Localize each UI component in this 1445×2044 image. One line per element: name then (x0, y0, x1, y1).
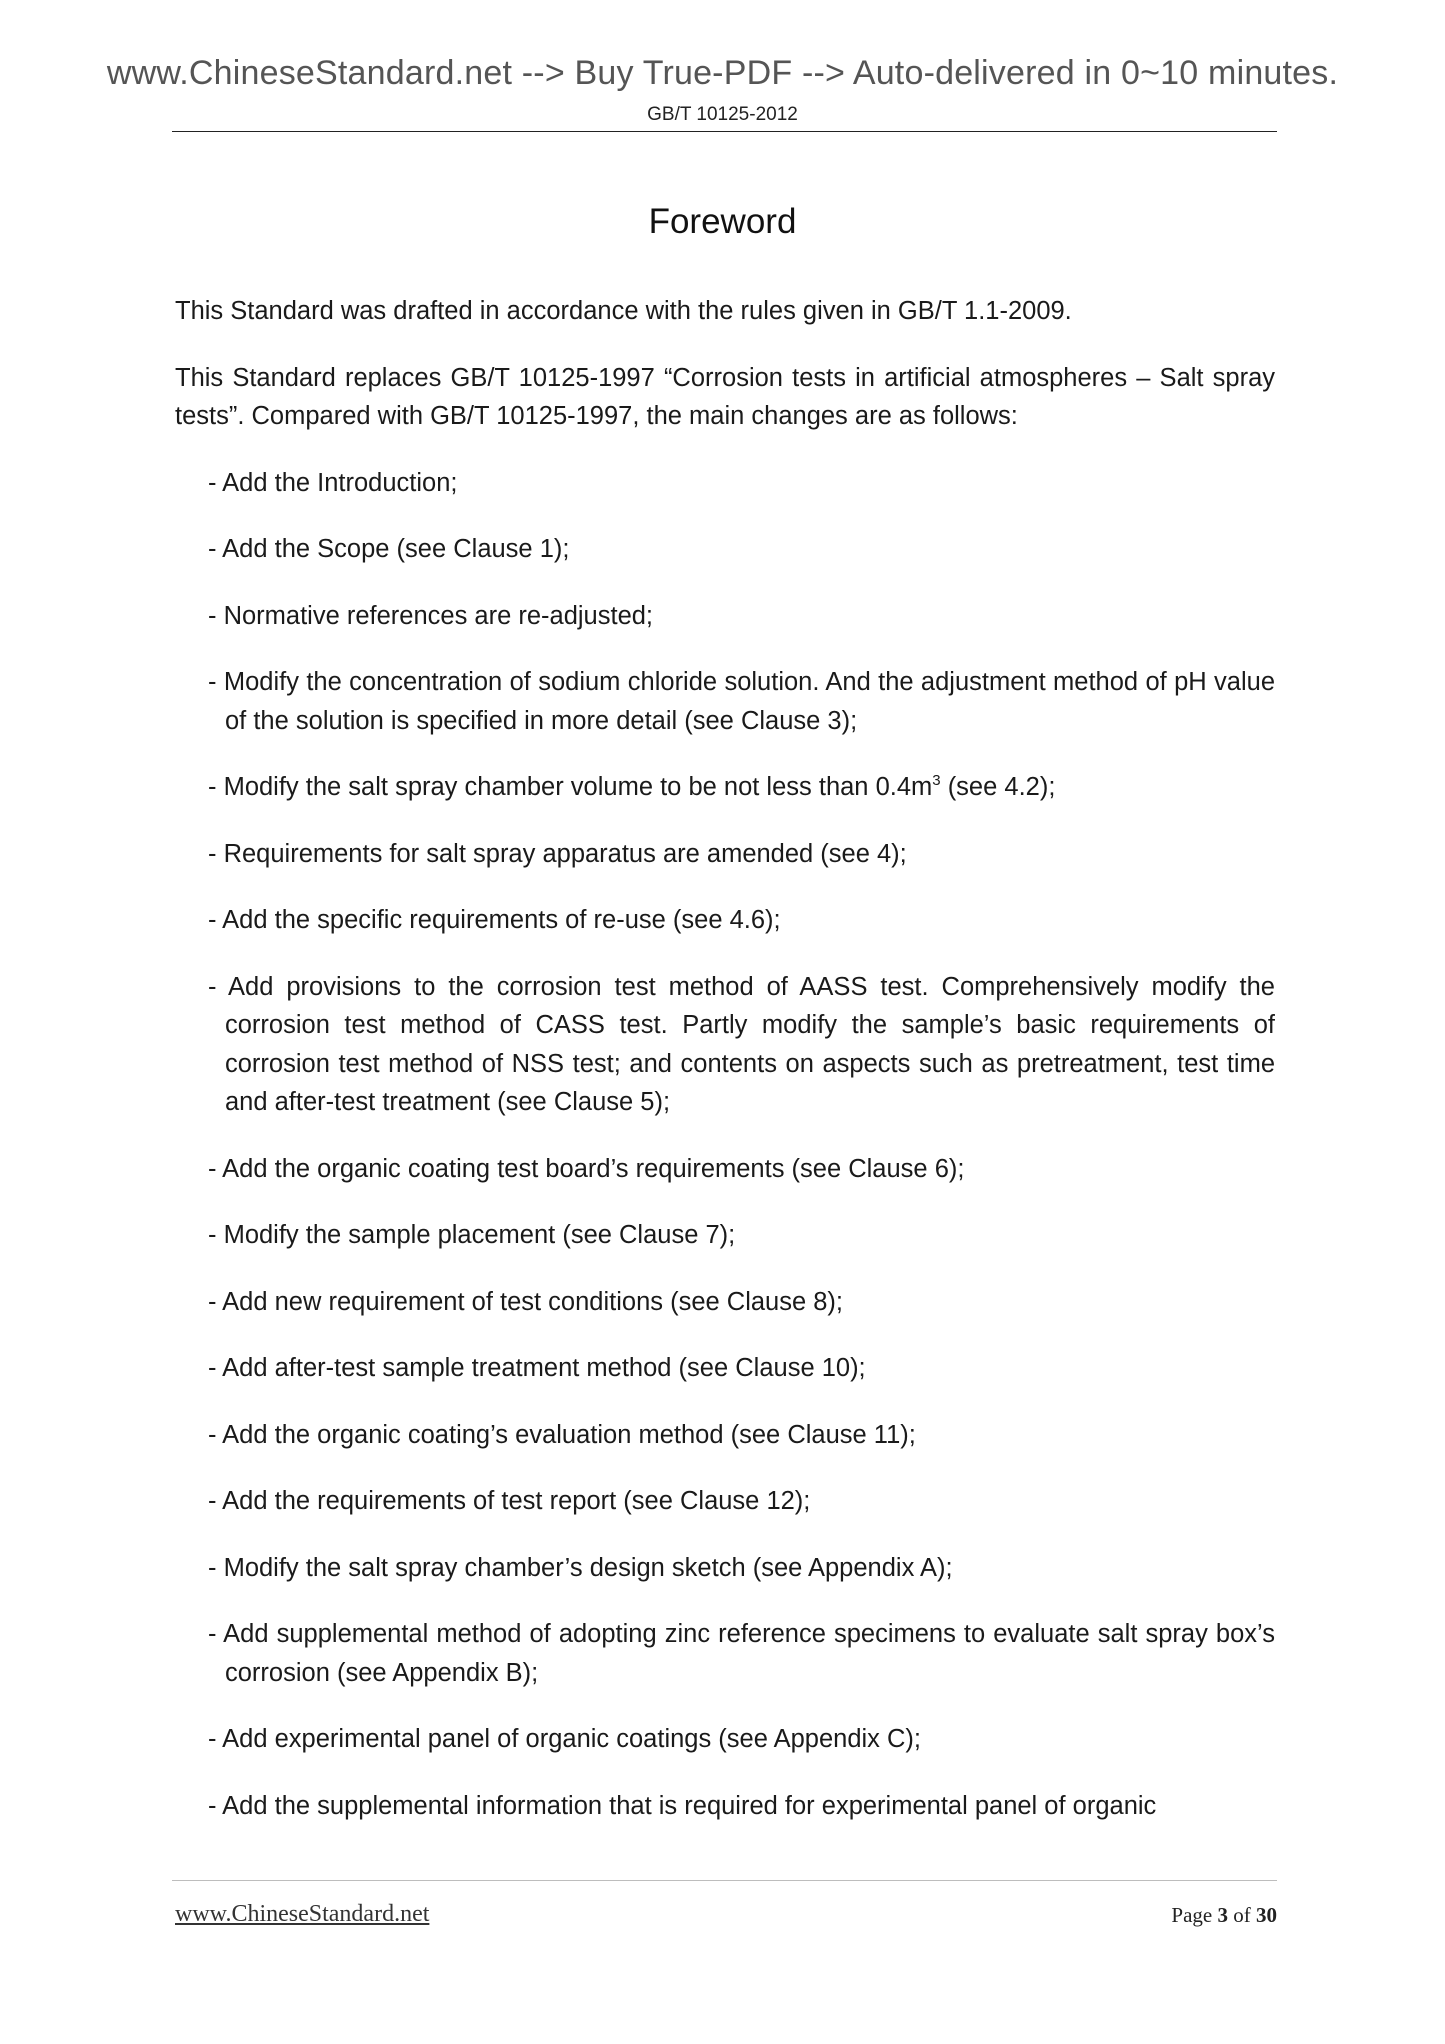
drafting-paragraph: This Standard was drafted in accordance with the rules given in GB/T 1.1-2009. (175, 297, 1072, 325)
list-item: - Add the Scope (see Clause 1); (208, 535, 570, 563)
list-item: - Modify the sample placement (see Clause 7); (208, 1221, 736, 1249)
changes-list (175, 464, 1275, 1826)
foreword-body (175, 292, 1275, 1853)
list-item: - Requirements for salt spray apparatus are amended (see 4); (208, 839, 907, 868)
list-item: - Add the specific requirements of re-use (see 4.6); (208, 906, 781, 934)
footer-site-link[interactable]: www.ChineseStandard.net (175, 1901, 430, 1927)
list-item: - Add after-test sample treatment method (see Clause 10); (208, 1354, 866, 1382)
volume-suffix: (see 4.2); (940, 773, 1056, 801)
list-item: - Modify the salt spray chamber’s design sketch (see Appendix A); (208, 1553, 953, 1582)
list-item: - Normative references are re-adjusted; (208, 601, 654, 630)
list-item: - Add the organic coating’s evaluation method (see Clause 11); (208, 1420, 916, 1449)
standard-code: GB/T 10125-2012 (647, 104, 798, 125)
list-item: - Add supplemental method of adopting zinc reference specimens to evaluate salt spray box’s corrosion (see Appendix B); (208, 1620, 1275, 1687)
list-item: - Add provisions to the corrosion test method of AASS test. Comprehensively modify the corrosion test method of CASS test. Partly modify the sample’s basic requirements of corrosion test method of NSS test; and contents on aspects such as pretreatment, test time and after-test treatment (see Clause 5); (208, 972, 1275, 1116)
list-item: - Add the supplemental information that is required for experimental panel of organic (208, 1791, 1157, 1820)
page-number: 3 (1217, 1903, 1228, 1927)
list-item: - Add the requirements of test report (see Clause 12); (208, 1487, 811, 1515)
list-item-volume (208, 768, 1275, 807)
volume-prefix: - Modify the salt spray chamber volume to be not less than 0.4m (208, 773, 933, 801)
page-word: Page (1171, 1903, 1213, 1927)
replacement-paragraph: This Standard replaces GB/T 10125-1997 “Corrosion tests in artificial atmospheres – Salt spray tests”. Compared with GB/T 10125-1997, the main changes are as follows: (175, 363, 1275, 430)
page-indicator (1171, 1903, 1277, 1928)
list-item: - Add the Introduction; (208, 468, 458, 497)
total-pages: 30 (1256, 1903, 1277, 1927)
page-title: Foreword (648, 202, 797, 241)
of-word: of (1233, 1903, 1251, 1927)
list-item: - Modify the concentration of sodium chloride solution. And the adjustment method of pH value of the solution is specified in more detail (see Clause 3); (208, 668, 1275, 735)
list-item: - Add new requirement of test conditions (see Clause 8); (208, 1287, 843, 1316)
footer-divider (172, 1880, 1277, 1881)
header-divider (172, 131, 1277, 132)
list-item: - Add experimental panel of organic coatings (see Appendix C); (208, 1725, 922, 1753)
top-banner[interactable]: www.ChineseStandard.net --> Buy True-PDF --> Auto-delivered in 0~10 minutes. (106, 54, 1339, 92)
volume-superscript: 3 (932, 771, 941, 789)
list-item: - Add the organic coating test board’s requirements (see Clause 6); (208, 1154, 965, 1183)
